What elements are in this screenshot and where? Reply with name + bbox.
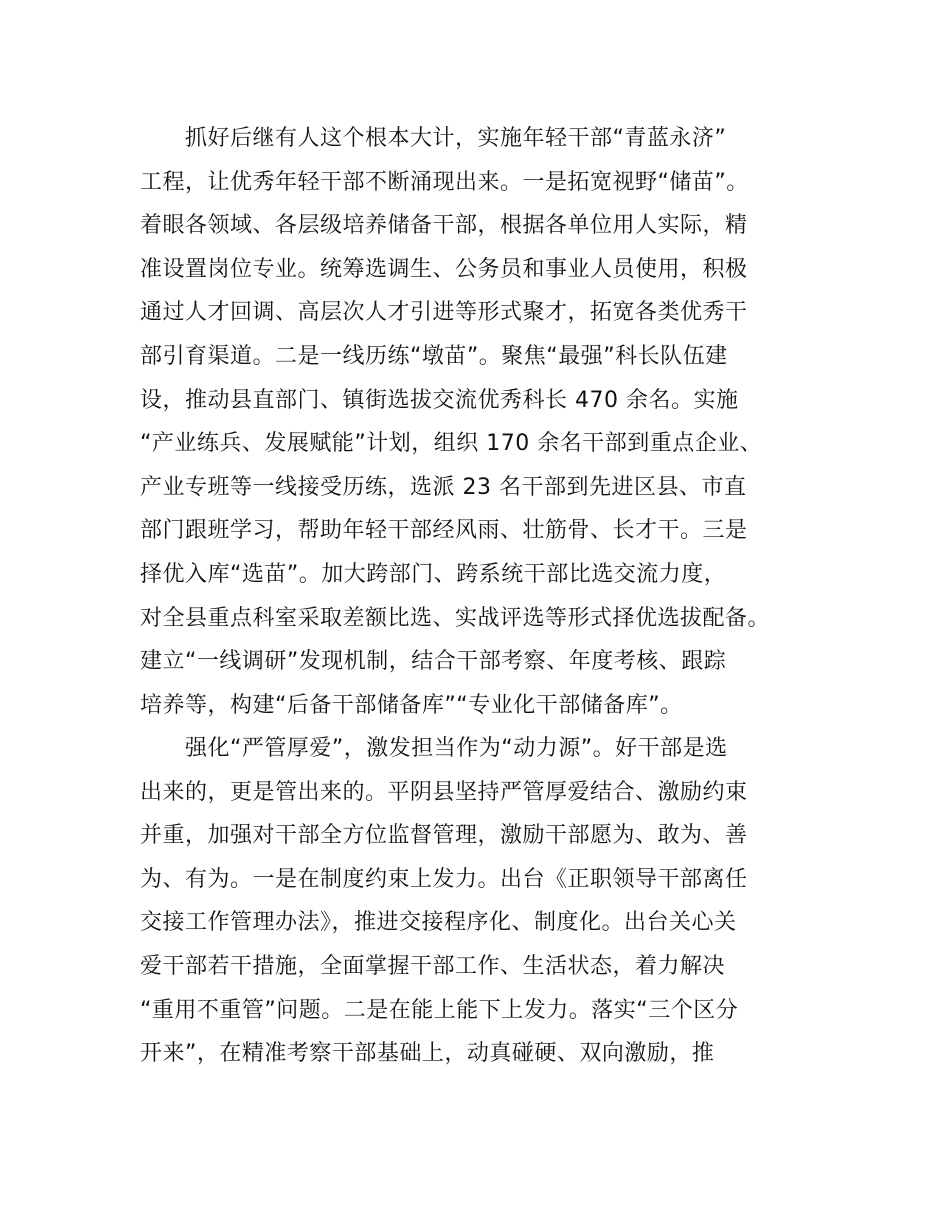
paragraph-line: 培养等，构建“后备干部储备库”“专业化干部储备库”。 <box>140 692 683 718</box>
paragraph-line: 交接工作管理办法》，推进交接程序化、制度化。出台关心关 <box>140 910 737 936</box>
paragraph-line: 工程，让优秀年轻干部不断涌现出来。一是拓宽视野“储苗”。 <box>140 169 749 195</box>
paragraph-line: 强化“严管厚爱”，激发担当作为“动力源”。好干部是选 <box>140 736 728 761</box>
paragraph-2 <box>140 727 820 1076</box>
paragraph-line: 着眼各领域、各层级培养储备干部，根据各单位用人实际，精 <box>140 213 748 239</box>
paragraph-line: 抓好后继有人这个根本大计，实施年轻干部“青蓝永济” <box>140 126 727 151</box>
paragraph-line: 准设置岗位专业。统筹选调生、公务员和事业人员使用，积极 <box>140 256 748 282</box>
paragraph-line: 部引育渠道。二是一线历练“墩苗”。聚焦“最强”科长队伍建 <box>140 343 728 369</box>
paragraph-line: 择优入库“选苗”。加大跨部门、跨系统干部比选交流力度， <box>140 561 727 587</box>
paragraph-line: 部门跟班学习，帮助年轻干部经风雨、壮筋骨、长才干。三是 <box>140 518 748 544</box>
paragraph-line: “产业练兵、发展赋能”计划，组织 170 余名干部到重点企业、 <box>140 431 763 457</box>
paragraph-line: 建立“一线调研”发现机制，结合干部考察、年度考核、跟踪 <box>140 649 727 675</box>
paragraph-line: 开来”，在精准考察干部基础上，动真碰硬、双向激励，推 <box>140 1041 715 1067</box>
paragraph-1 <box>140 117 820 727</box>
paragraph-line: 出来的，更是管出来的。平阴县坚持严管厚爱结合、激励约束 <box>140 779 748 805</box>
paragraph-line: “重用不重管”问题。二是在能上能下上发力。落实“三个区分 <box>140 997 739 1023</box>
paragraph-line: 产业专班等一线接受历练，选派 23 名干部到先进区县、市直 <box>140 474 747 500</box>
paragraph-line: 通过人才回调、高层次人才引进等形式聚才，拓宽各类优秀干 <box>140 300 748 326</box>
paragraph-line: 对全县重点科室采取差额比选、实战评选等形式择优选拔配备。 <box>140 605 771 631</box>
paragraph-line: 为、有为。一是在制度约束上发力。出台《正职领导干部离任 <box>140 866 748 892</box>
paragraph-line: 爱干部若干措施，全面掌握干部工作、生活状态，着力解决 <box>140 953 726 979</box>
paragraph-line: 设，推动县直部门、镇街选拔交流优秀科长 470 余名。实施 <box>140 387 739 413</box>
paragraph-line: 并重，加强对干部全方位监督管理，激励干部愿为、敢为、善 <box>140 823 748 849</box>
